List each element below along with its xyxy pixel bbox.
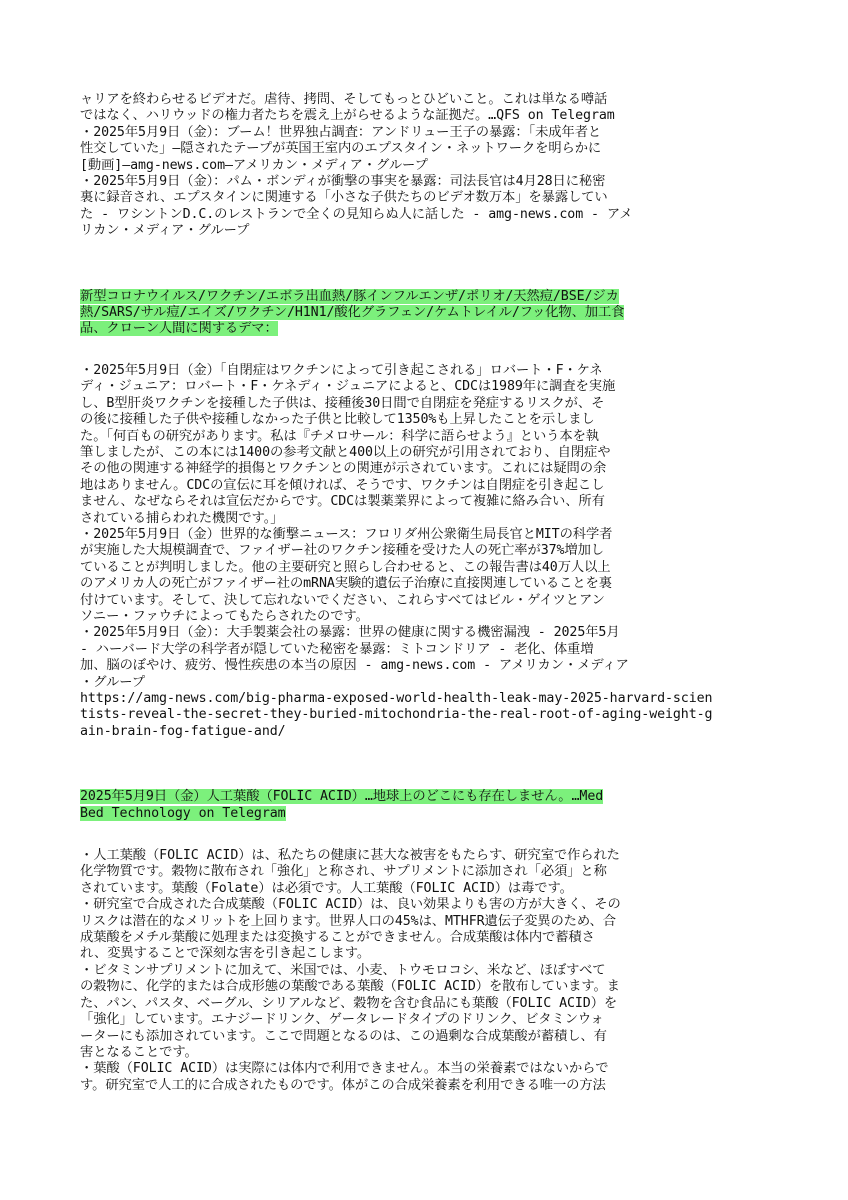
text-line: の穀物に、化学的または合成形態の葉酸である葉酸（FOLIC ACID）を散布しています。ま (80, 979, 620, 995)
text-line: 害となることです。 (80, 1044, 198, 1060)
text-line: す。研究室で人工的に合成されたものです。体がこの合成栄養素を利用できる唯一の方法 (80, 1077, 606, 1093)
text-line: ・葉酸（FOLIC ACID）は実際には体内で利用できません。本当の栄養素ではないからで (80, 1061, 609, 1077)
document-page (80, 92, 770, 1094)
text-line: ・研究室で合成された合成葉酸（FOLIC ACID）は、良い効果よりも害の方が大きく、その (80, 897, 621, 913)
heading-line: 2025年5月9日（金）人工葉酸（FOLIC ACID）…地球上のどこにも存在しません。…Med (80, 789, 604, 805)
heading-line: 新型コロナウイルス/ワクチン/エボラ出血熱/豚インフルエンザ/ポリオ/天然痘/BSE/ジカ (80, 288, 619, 304)
text-line: た - ワシントンD.C.のレストランで全くの見知らぬ人に話した - amg-news.com - アメ (80, 206, 633, 222)
url-line: https://amg-news.com/big-pharma-exposed-world-health-leak-may-2025-harvard-scien (80, 691, 713, 706)
text-line: ・グループ (80, 674, 145, 690)
text-line: 筆しましたが、この本には1400の参考文献と400以上の研究が引用されており、自閉症や (80, 444, 611, 460)
text-line: ソニー・ファウチによってもたらされたのです。 (80, 608, 369, 624)
text-line: リスクは潜在的なメリットを上回ります。世界人口の45%は、MTHFR遺伝子変異のため、合 (80, 913, 616, 929)
text-line: ・2025年5月9日（金）：パム・ボンディが衝撃の事実を暴露：司法長官は4月28日に秘密 (80, 174, 606, 190)
text-line: ていることが判明しました。他の主要研究と照らし合わせると、この報告書は40万人以上 (80, 559, 611, 575)
text-line: ーターにも添加されています。ここで問題となるのは、この過剰な合成葉酸が蓄積し、有 (80, 1028, 607, 1044)
text-line: ・2025年5月9日（金）「自閉症はワクチンによって引き起こされる」ロバート・F・ケネ (80, 362, 603, 378)
text-line: た、パン、パスタ、ベーグル、シリアルなど、穀物を含む食品にも葉酸（FOLIC ACID）を (80, 995, 618, 1011)
section-vaccine-hoax (80, 289, 770, 741)
text-line: れ、変異することで深刻な害を引き起こします。 (80, 946, 371, 962)
text-line: のアメリカ人の死亡がファイザー社のmRNA実験的遺伝子治療に直接関連していることを裏 (80, 576, 612, 592)
text-line: ャリアを終わらせるビデオだ。虐待、拷問、そしてもっとひどいこと。これは単なる噂話 (80, 92, 608, 107)
text-line: ではなく、ハリウッドの権力者たちを震え上がらせるような証拠だ。…QFS on Telegram (80, 108, 615, 124)
text-line: その他の関連する神経学的損傷とワクチンとの関連が示されています。これには疑問の余 (80, 461, 607, 477)
block-epstein-news (80, 92, 770, 240)
text-line: ディ・ジュニア：ロバート・F・ケネディ・ジュニアによると、CDCは1989年に調査を実施 (80, 379, 616, 395)
text-line: ・人工葉酸（FOLIC ACID）は、私たちの健康に甚大な被害をもたらす、研究室で作られた (80, 848, 620, 864)
text-line: 「強化」しています。エナジードリンク、ゲータレードタイプのドリンク、ビタミンウォ (80, 1012, 604, 1028)
section-heading (80, 789, 770, 822)
text-line: ません、なぜならそれは宣伝だからです。CDCは製薬業界によって複雑に絡み合い、所有 (80, 494, 605, 510)
url-line: ain-brain-fog-fatigue-and/ (80, 723, 286, 739)
text-line: [動画]―amg-news.com―アメリカン・メディア・グループ (80, 157, 428, 173)
text-line: されている捕らわれた機関です。」 (80, 510, 284, 526)
text-line: 裏に録音され、エプスタインに関連する「小さな子供たちのビデオ数万本」を暴露してい (80, 190, 608, 206)
text-line: リカン・メディア・グループ (80, 223, 250, 239)
text-line: 付けています。そして、決して忘れないでください、これらすべてはビル・ゲイツとアン (80, 592, 605, 608)
text-line: 加、脳のぼやけ、疲労、慢性疾患の本当の原因 - amg-news.com - アメリカン・メディア (80, 658, 629, 674)
text-line: ・2025年5月9日（金）：ブーム！世界独占調査：アンドリュー王子の暴露：「未成年者と (80, 124, 602, 140)
text-line: 地はありません。CDCの宣伝に耳を傾ければ、そうです、ワクチンは自閉症を引き起こし (80, 477, 605, 493)
text-line: し、B型肝炎ワクチンを接種した子供は、接種後30日間で自閉症を発症するリスクが、そ (80, 395, 605, 411)
text-line: が実施した大規模調査で、ファイザー社のワクチン接種を受けた人の死亡率が37%増加し (80, 543, 604, 559)
url-line: tists-reveal-the-secret-they-buried-mitochondria-the-real-root-of-aging-weight-g (80, 707, 713, 723)
heading-line: 品、クローン人間に関するデマ： (80, 321, 278, 337)
text-line: の後に接種した子供や接種しなかった子供と比較して1350%も上昇したことを示しまし (80, 412, 595, 428)
text-line: 化学物質です。穀物に散布され「強化」と称され、サプリメントに添加され「必須」と称 (80, 864, 607, 880)
text-line: ・ビタミンサプリメントに加えて、米国では、小麦、トウモロコシ、米など、ほぼすべて (80, 962, 606, 978)
text-line: されています。葉酸（Folate）は必須です。人工葉酸（FOLIC ACID）は毒です。 (80, 880, 573, 896)
text-line: ・2025年5月9日（金）：大手製薬会社の暴露：世界の健康に関する機密漏洩 - 2025年5月 (80, 625, 620, 641)
text-line: た。「何百もの研究があります。私は『チメロサール：科学に語らせよう』という本を執 (80, 428, 599, 444)
heading-line: 熱/SARS/サル痘/エイズ/ワクチン/H1N1/酸化グラフェン/ケムトレイル/フッ化物、加工食 (80, 305, 625, 321)
text-line: - ハーバード大学の科学者が隠していた秘密を暴露：ミトコンドリア - 老化、体重増 (80, 641, 594, 657)
text-line: 成葉酸をメチル葉酸に処理または変換することができません。合成葉酸は体内で蓄積さ (80, 930, 595, 946)
heading-line: Bed Technology on Telegram (80, 805, 286, 821)
section-heading (80, 289, 770, 338)
text-line: ・2025年5月9日（金）世界的な衝撃ニュース：フロリダ州公衆衛生局長官とMITの科学者 (80, 526, 613, 542)
text-line: 性交していた」―隠されたテープが英国王室内のエプスタイン・ネットワークを明らかに (80, 141, 602, 157)
section-folic-acid (80, 789, 770, 1094)
